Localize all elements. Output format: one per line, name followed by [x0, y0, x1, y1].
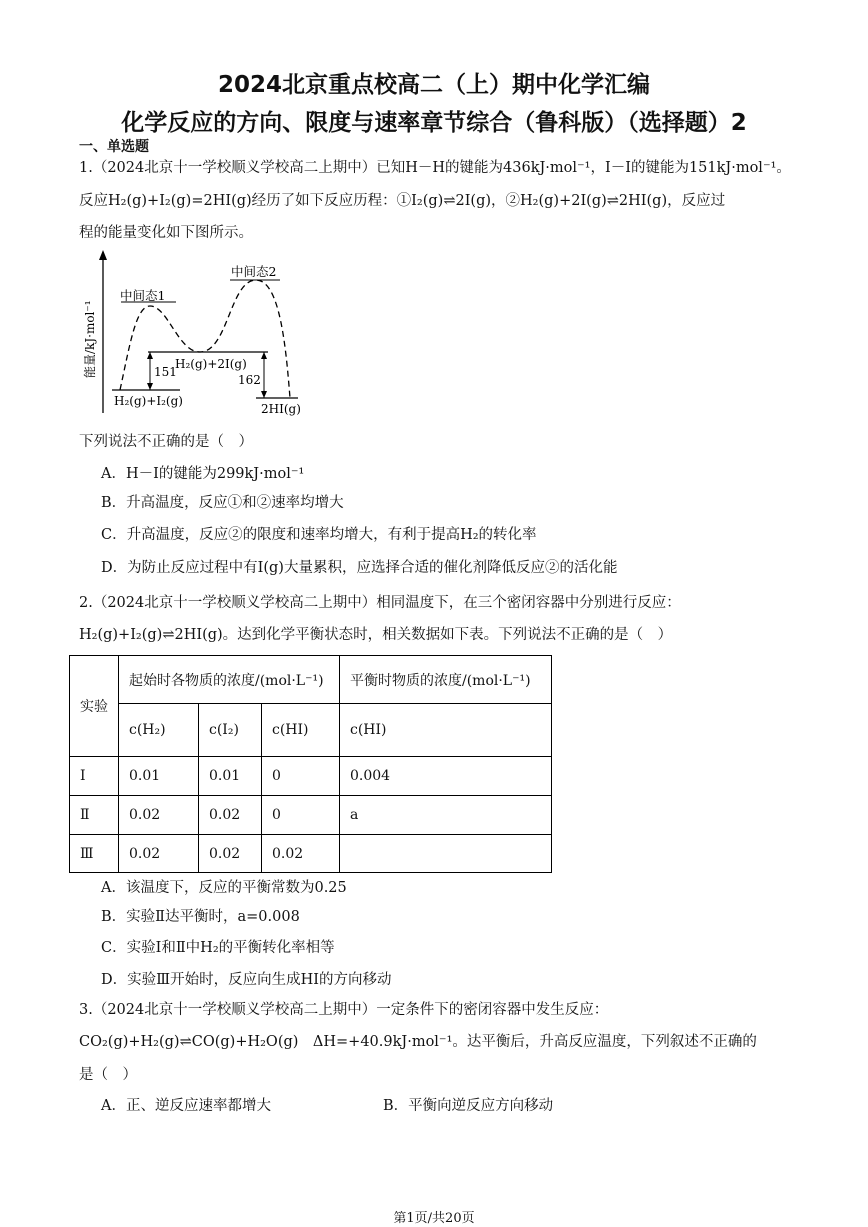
table-cell: 0 — [262, 796, 340, 835]
q2-option-b: B．实验Ⅱ达平衡时，a=0.008 — [101, 909, 300, 925]
doc-title-line2: 化学反应的方向、限度与速率章节综合（鲁科版）（选择题）2 — [121, 110, 747, 136]
q2-option-d: D．实验Ⅲ开始时，反应向生成HI的方向移动 — [101, 972, 392, 988]
label-reactants: H₂(g)+I₂(g) — [114, 394, 183, 408]
q3-line2: CO₂(g)+H₂(g)⇌CO(g)+H₂O(g) ΔH=+40.9kJ·mol⁻¹。达平衡后，升高反应温度，下列叙述不正确的 — [79, 1034, 757, 1050]
q1-line3: 程的能量变化如下图所示。 — [79, 225, 253, 241]
label-inter1: 中间态1 — [120, 288, 166, 303]
q3-line3: 是（ ） — [79, 1067, 137, 1083]
table-cell: Ⅱ — [70, 796, 119, 835]
label-mid-state: H₂(g)+2I(g) — [175, 357, 247, 371]
q1-line1: 1.（2024北京十一学校顺义学校高二上期中）已知H－H的键能为436kJ·mol⁻¹，I－I的键能为151kJ·mol⁻¹。 — [79, 160, 791, 176]
q1-option-c: C．升高温度，反应②的限度和速率均增大，有利于提高H₂的转化率 — [101, 527, 537, 543]
table-header-experiment: 实验 — [70, 656, 119, 757]
table-subheader: c(I₂) — [199, 704, 262, 757]
label-151: 151 — [154, 365, 177, 379]
q1-option-a: A．H－I的键能为299kJ·mol⁻¹ — [101, 466, 305, 482]
table-cell: Ⅲ — [70, 835, 119, 873]
table-cell: 0 — [262, 757, 340, 796]
section-heading: 一、单选题 — [79, 139, 149, 155]
q1-line2: 反应H₂(g)+I₂(g)=2HI(g)经历了如下反应历程：①I₂(g)⇌2I(g)，②H₂(g)+2I(g)⇌2HI(g)，反应过 — [79, 193, 726, 209]
table-cell: 0.02 — [119, 796, 199, 835]
table-cell: 0.02 — [119, 835, 199, 873]
table-cell: a — [340, 796, 552, 835]
table-cell: Ⅰ — [70, 757, 119, 796]
arrow-head-down-icon — [261, 391, 267, 398]
table-subheader: c(HI) — [262, 704, 340, 757]
table-subheader: c(HI) — [340, 704, 552, 757]
arrow-head-up-icon — [261, 352, 267, 359]
q1-option-b: B．升高温度，反应①和②速率均增大 — [101, 495, 344, 511]
q2-option-a: A．该温度下，反应的平衡常数为0.25 — [101, 880, 347, 896]
table-cell: 0.004 — [340, 757, 552, 796]
table-cell: 0.01 — [119, 757, 199, 796]
label-inter2: 中间态2 — [231, 264, 277, 279]
q2-line2: H₂(g)+I₂(g)⇌2HI(g)。达到化学平衡状态时，相关数据如下表。下列说法不正确的是（ ） — [79, 627, 673, 643]
q1-option-d: D．为防止反应过程中有I(g)大量累积，应选择合适的催化剂降低反应②的活化能 — [101, 560, 618, 576]
data-table — [69, 655, 552, 873]
page-footer: 第1页/共20页 — [393, 1211, 475, 1226]
table-cell: 0.02 — [199, 835, 262, 873]
table-subheader: c(H₂) — [119, 704, 199, 757]
doc-title-line1: 2024北京重点校高二（上）期中化学汇编 — [217, 72, 650, 98]
label-products: 2HI(g) — [261, 402, 301, 416]
q2-line1: 2.（2024北京十一学校顺义学校高二上期中）相同温度下，在三个密闭容器中分别进行反应： — [79, 595, 681, 611]
arrow-head-up-icon — [147, 352, 153, 359]
table-cell: 0.02 — [199, 796, 262, 835]
label-162: 162 — [238, 373, 261, 387]
q1-stem: 下列说法不正确的是（ ） — [79, 434, 253, 450]
table-row — [70, 757, 552, 796]
q2-option-c: C．实验Ⅰ和Ⅱ中H₂的平衡转化率相等 — [101, 940, 335, 956]
energy-diagram — [78, 248, 318, 420]
q3-option-a: A．正、逆反应速率都增大 — [101, 1098, 271, 1114]
table-cell — [340, 835, 552, 873]
axis-arrow-icon — [99, 250, 107, 260]
table-cell: 0.01 — [199, 757, 262, 796]
energy-axis-label: 能量/kJ·mol⁻¹ — [83, 300, 97, 378]
table-header-equilibrium: 平衡时物质的浓度/(mol·L⁻¹) — [340, 656, 552, 704]
table-cell: 0.02 — [262, 835, 340, 873]
q3-line1: 3.（2024北京十一学校顺义学校高二上期中）一定条件下的密闭容器中发生反应： — [79, 1002, 609, 1018]
q3-option-b: B．平衡向逆反应方向移动 — [383, 1098, 554, 1114]
arrow-head-down-icon — [147, 383, 153, 390]
table-row — [70, 796, 552, 835]
table-row — [70, 835, 552, 873]
table-header-initial: 起始时各物质的浓度/(mol·L⁻¹) — [119, 656, 340, 704]
